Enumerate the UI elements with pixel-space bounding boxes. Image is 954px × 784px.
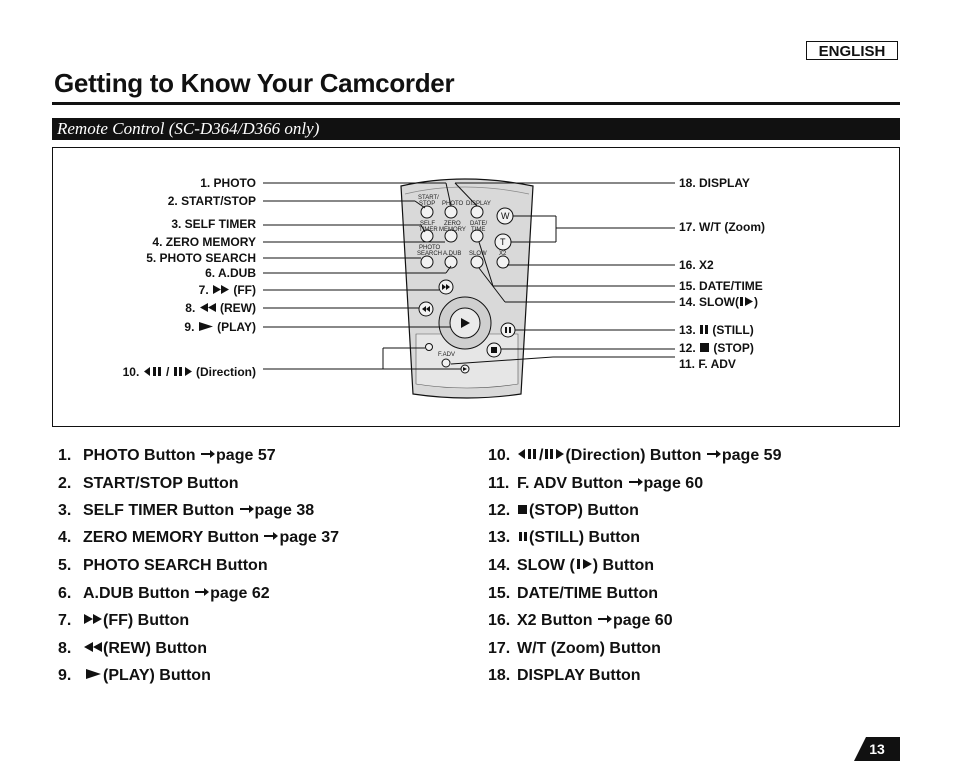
- callout-still: [679, 323, 754, 338]
- remote-label-zero: ZERO: [444, 221, 461, 227]
- callout-zero-memory: 4. ZERO MEMORY: [152, 235, 256, 249]
- remote-label-adub: A.DUB: [443, 251, 462, 257]
- stop-icon: [517, 501, 529, 521]
- remote-label-time: TIME: [471, 227, 486, 233]
- remote-control-illustration: [53, 148, 901, 428]
- callout-rew-label: (REW): [220, 301, 256, 315]
- callout-still-label: (STILL): [712, 323, 754, 337]
- section-heading: Remote Control (SC-D364/D366 only): [52, 118, 900, 140]
- list-item-stop: 12. (STOP) Button: [488, 502, 639, 520]
- remote-label-photo: PHOTO: [442, 201, 464, 207]
- list-item-zero-memory: 4. ZERO MEMORY Button page 37: [58, 529, 340, 547]
- direction-forward-icon: [173, 366, 193, 380]
- language-badge: ENGLISH: [806, 41, 898, 60]
- page-link[interactable]: page 60: [613, 612, 673, 630]
- remote-control-figure: [52, 147, 900, 427]
- slow-button: [471, 256, 483, 268]
- callout-rew-number: 8.: [185, 301, 196, 315]
- list-item-f-adv: 11. F. ADV Button page 60: [488, 475, 704, 493]
- callout-ff-number: 7.: [198, 283, 209, 297]
- list-item-a-dub: 6. A.DUB Button page 62: [58, 585, 270, 603]
- callout-slow-close: ): [754, 295, 759, 309]
- list-item-ff: 7. (FF) Button: [58, 612, 190, 630]
- remote-label-start: START/: [418, 195, 439, 201]
- remote-label-date: DATE/: [470, 221, 488, 227]
- slow-icon: [739, 296, 754, 310]
- remote-label-display: DISPLAY: [466, 201, 491, 207]
- callout-display: 18. DISPLAY: [679, 176, 750, 190]
- callout-play-number: 9.: [184, 320, 195, 334]
- callout-direction-label: (Direction): [196, 365, 256, 379]
- callout-stop-number: 12.: [679, 341, 696, 355]
- list-item-photo-search: 5. PHOTO SEARCH Button: [58, 557, 268, 574]
- callout-wt-zoom: 17. W/T (Zoom): [679, 220, 765, 234]
- callout-slow: [679, 295, 758, 310]
- page-link[interactable]: page 57: [216, 447, 276, 465]
- play-icon: [198, 321, 214, 335]
- list-item-rew: 8. (REW) Button: [58, 640, 207, 658]
- page-link[interactable]: page 60: [643, 475, 704, 493]
- remote-label-search: SEARCH: [417, 251, 443, 257]
- title-divider: [52, 102, 900, 105]
- still-icon: [517, 528, 529, 548]
- callout-x2: 16. X2: [679, 258, 714, 272]
- callout-a-dub: 6. A.DUB: [205, 266, 256, 280]
- remote-label-stop: STOP: [419, 201, 436, 207]
- rew-icon: [199, 302, 217, 316]
- remote-label-slow: SLOW: [469, 251, 487, 257]
- callout-direction-number: 10.: [122, 365, 140, 379]
- callout-direction-slash: /: [165, 365, 170, 379]
- list-item-slow: 14. SLOW ( ) Button: [488, 557, 655, 575]
- callout-date-time: 15. DATE/TIME: [679, 279, 763, 293]
- callout-f-adv: 11. F. ADV: [679, 357, 736, 371]
- callout-rew: [185, 301, 256, 316]
- callout-stop: [679, 341, 754, 356]
- page-arrow-icon: [200, 446, 216, 466]
- direction-back-icon: [517, 446, 539, 466]
- list-item-direction: 10. / (Direction) Button page 59: [488, 447, 782, 465]
- remote-label-w: W: [501, 211, 510, 221]
- list-item-play: 9. (PLAY) Button: [58, 667, 211, 685]
- remote-label-photo2: PHOTO: [419, 245, 441, 251]
- callout-ff-label: (FF): [233, 283, 256, 297]
- list-item-self-timer: 3. SELF TIMER Button page 38: [58, 502, 315, 520]
- remote-label-x2: X2: [499, 251, 507, 257]
- list-item-display: 18. DISPLAY Button: [488, 667, 641, 684]
- remote-label-fadv: F.ADV: [438, 352, 456, 358]
- list-item-still: 13. (STILL) Button: [488, 529, 641, 547]
- callout-ff: [199, 283, 256, 298]
- remote-label-memory: MEMORY: [439, 227, 466, 233]
- page-arrow-icon: [263, 528, 279, 548]
- page-number: 13: [869, 741, 885, 757]
- page-arrow-icon: [597, 611, 613, 631]
- f-adv-button: [442, 359, 450, 367]
- play-icon: [83, 666, 103, 686]
- page-arrow-icon: [239, 501, 255, 521]
- callout-stop-label: (STOP): [713, 341, 754, 355]
- list-item-start-stop: 2. START/STOP Button: [58, 475, 239, 492]
- ff-icon: [212, 284, 230, 298]
- list-item-photo: 1. PHOTO Button page 57: [58, 447, 276, 465]
- start-stop-button: [421, 206, 433, 218]
- callout-still-number: 13.: [679, 323, 696, 337]
- photo-search-button: [421, 256, 433, 268]
- direction-forward-icon: [543, 446, 565, 466]
- callout-direction: [123, 365, 256, 380]
- x2-button: [497, 256, 509, 268]
- callout-slow-label: 14. SLOW(: [679, 295, 740, 309]
- remote-label-t: T: [500, 237, 506, 247]
- direction-left-button: [426, 344, 433, 351]
- stop-icon: [699, 342, 710, 356]
- still-icon: [699, 324, 709, 338]
- page-arrow-icon: [706, 446, 722, 466]
- remote-label-timer: TIMER: [419, 227, 438, 233]
- callout-self-timer: 3. SELF TIMER: [171, 217, 256, 231]
- callout-photo: 1. PHOTO: [200, 176, 256, 190]
- list-item-date-time: 15. DATE/TIME Button: [488, 585, 659, 602]
- slow-icon: [575, 556, 593, 576]
- display-button: [471, 206, 483, 218]
- ff-icon: [83, 611, 103, 631]
- page-arrow-icon: [628, 474, 644, 494]
- page-link[interactable]: page 59: [721, 447, 782, 465]
- callout-start-stop: 2. START/STOP: [167, 194, 256, 208]
- page-link[interactable]: page 62: [210, 585, 270, 603]
- list-item-wt-zoom: 17. W/T (Zoom) Button: [488, 640, 661, 657]
- rew-icon: [83, 639, 103, 659]
- direction-back-icon: [143, 366, 163, 380]
- callout-play: [184, 320, 256, 335]
- page-link[interactable]: page 37: [279, 529, 340, 547]
- page-link[interactable]: page 38: [254, 502, 315, 520]
- remote-label-self: SELF: [420, 221, 436, 227]
- page-title: Getting to Know Your Camcorder: [54, 68, 455, 98]
- list-item-x2: 16. X2 Button page 60: [488, 612, 673, 630]
- photo-button: [445, 206, 457, 218]
- still-button: [501, 323, 515, 337]
- callout-photo-search: 5. PHOTO SEARCH: [146, 251, 256, 265]
- page-arrow-icon: [194, 584, 210, 604]
- callout-play-label: (PLAY): [217, 320, 256, 334]
